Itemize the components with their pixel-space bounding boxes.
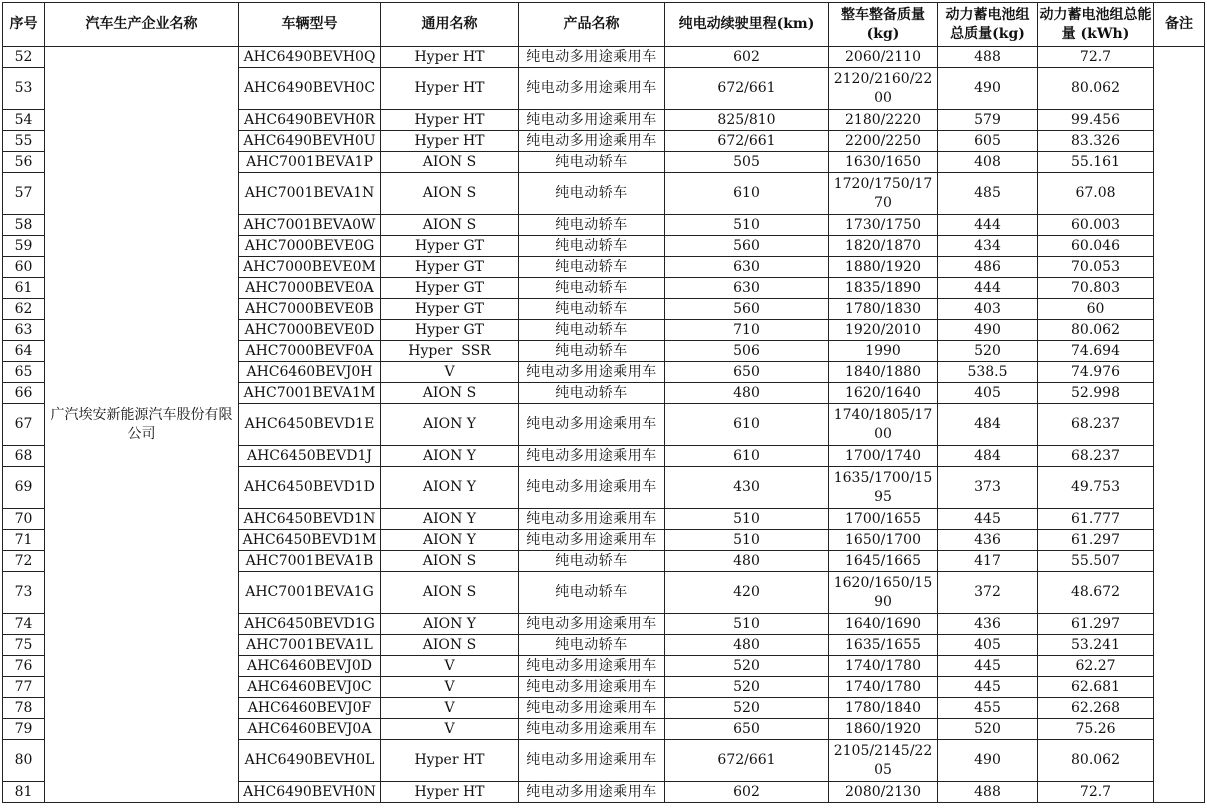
curb-mass-cell: 1630/1650 [829, 152, 938, 173]
product-name-cell: 纯电动多用途乘用车 [519, 656, 665, 677]
battery-mass-cell: 408 [938, 152, 1038, 173]
row-index-cell: 76 [3, 656, 45, 677]
product-name-cell: 纯电动多用途乘用车 [519, 362, 665, 383]
common-name-cell: Hyper GT [381, 320, 519, 341]
range-cell: 520 [665, 677, 829, 698]
battery-mass-cell: 488 [938, 47, 1038, 68]
common-name-cell: AION S [381, 572, 519, 614]
range-cell: 672/661 [665, 131, 829, 152]
vehicle-model-cell: AHC6450BEVD1N [239, 509, 381, 530]
battery-mass-cell: 445 [938, 677, 1038, 698]
curb-mass-cell: 1835/1890 [829, 278, 938, 299]
common-name-cell: AION S [381, 551, 519, 572]
battery-energy-cell: 99.456 [1038, 110, 1154, 131]
common-name-cell: Hyper SSR [381, 341, 519, 362]
manufacturer-cell: 广汽埃安新能源汽车股份有限公司 [45, 47, 239, 803]
product-name-cell: 纯电动轿车 [519, 341, 665, 362]
vehicle-model-cell: AHC6450BEVD1M [239, 530, 381, 551]
battery-mass-cell: 490 [938, 68, 1038, 110]
battery-energy-cell: 68.237 [1038, 446, 1154, 467]
battery-mass-cell: 373 [938, 467, 1038, 509]
row-index-cell: 64 [3, 341, 45, 362]
range-cell: 510 [665, 530, 829, 551]
curb-mass-cell: 1840/1880 [829, 362, 938, 383]
vehicle-model-cell: AHC6460BEVJ0D [239, 656, 381, 677]
header-remarks: 备注 [1154, 3, 1205, 47]
curb-mass-cell: 1700/1740 [829, 446, 938, 467]
battery-mass-cell: 436 [938, 530, 1038, 551]
curb-mass-cell: 1740/1780 [829, 656, 938, 677]
range-cell: 672/661 [665, 68, 829, 110]
curb-mass-cell: 1620/1640 [829, 383, 938, 404]
range-cell: 672/661 [665, 740, 829, 782]
row-index-cell: 52 [3, 47, 45, 68]
curb-mass-cell: 2180/2220 [829, 110, 938, 131]
range-cell: 420 [665, 572, 829, 614]
battery-mass-cell: 444 [938, 215, 1038, 236]
row-index-cell: 67 [3, 404, 45, 446]
range-cell: 650 [665, 362, 829, 383]
vehicle-model-cell: AHC6450BEVD1E [239, 404, 381, 446]
battery-mass-cell: 485 [938, 173, 1038, 215]
range-cell: 430 [665, 467, 829, 509]
product-name-cell: 纯电动多用途乘用车 [519, 530, 665, 551]
battery-energy-cell: 67.08 [1038, 173, 1154, 215]
battery-mass-cell: 579 [938, 110, 1038, 131]
vehicle-model-cell: AHC7001BEVA1M [239, 383, 381, 404]
common-name-cell: Hyper GT [381, 257, 519, 278]
battery-energy-cell: 61.297 [1038, 530, 1154, 551]
product-name-cell: 纯电动多用途乘用车 [519, 509, 665, 530]
vehicle-model-cell: AHC6460BEVJ0H [239, 362, 381, 383]
row-index-cell: 69 [3, 467, 45, 509]
range-cell: 560 [665, 299, 829, 320]
common-name-cell: Hyper HT [381, 782, 519, 803]
row-index-cell: 72 [3, 551, 45, 572]
product-name-cell: 纯电动多用途乘用车 [519, 68, 665, 110]
common-name-cell: Hyper HT [381, 68, 519, 110]
battery-mass-cell: 490 [938, 740, 1038, 782]
battery-energy-cell: 74.694 [1038, 341, 1154, 362]
product-name-cell: 纯电动多用途乘用车 [519, 782, 665, 803]
vehicle-model-cell: AHC7001BEVA1P [239, 152, 381, 173]
battery-mass-cell: 405 [938, 383, 1038, 404]
row-index-cell: 62 [3, 299, 45, 320]
product-name-cell: 纯电动轿车 [519, 383, 665, 404]
vehicle-model-cell: AHC7001BEVA1L [239, 635, 381, 656]
battery-energy-cell: 61.297 [1038, 614, 1154, 635]
range-cell: 480 [665, 635, 829, 656]
range-cell: 710 [665, 320, 829, 341]
range-cell: 602 [665, 47, 829, 68]
battery-energy-cell: 52.998 [1038, 383, 1154, 404]
header-model: 车辆型号 [239, 3, 381, 47]
common-name-cell: Hyper GT [381, 278, 519, 299]
curb-mass-cell: 1640/1690 [829, 614, 938, 635]
vehicle-model-cell: AHC7001BEVA1G [239, 572, 381, 614]
range-cell: 630 [665, 278, 829, 299]
common-name-cell: V [381, 719, 519, 740]
table-body [3, 47, 1205, 803]
product-name-cell: 纯电动多用途乘用车 [519, 131, 665, 152]
common-name-cell: V [381, 656, 519, 677]
range-cell: 825/810 [665, 110, 829, 131]
product-name-cell: 纯电动轿车 [519, 278, 665, 299]
vehicle-model-cell: AHC7000BEVE0A [239, 278, 381, 299]
common-name-cell: AION Y [381, 530, 519, 551]
row-index-cell: 54 [3, 110, 45, 131]
common-name-cell: Hyper HT [381, 740, 519, 782]
curb-mass-cell: 1780/1840 [829, 698, 938, 719]
row-index-cell: 78 [3, 698, 45, 719]
range-cell: 610 [665, 446, 829, 467]
common-name-cell: V [381, 362, 519, 383]
vehicle-model-cell: AHC6450BEVD1G [239, 614, 381, 635]
battery-mass-cell: 484 [938, 446, 1038, 467]
vehicle-model-cell: AHC6490BEVH0R [239, 110, 381, 131]
battery-energy-cell: 53.241 [1038, 635, 1154, 656]
vehicle-model-cell: AHC6450BEVD1J [239, 446, 381, 467]
common-name-cell: AION S [381, 635, 519, 656]
vehicle-model-cell: AHC6460BEVJ0C [239, 677, 381, 698]
common-name-cell: Hyper HT [381, 110, 519, 131]
product-name-cell: 纯电动多用途乘用车 [519, 110, 665, 131]
product-name-cell: 纯电动多用途乘用车 [519, 719, 665, 740]
battery-mass-cell: 538.5 [938, 362, 1038, 383]
product-name-cell: 纯电动多用途乘用车 [519, 614, 665, 635]
row-index-cell: 68 [3, 446, 45, 467]
battery-mass-cell: 445 [938, 656, 1038, 677]
common-name-cell: AION S [381, 173, 519, 215]
range-cell: 650 [665, 719, 829, 740]
row-index-cell: 81 [3, 782, 45, 803]
range-cell: 520 [665, 698, 829, 719]
curb-mass-cell: 2105/2145/2205 [829, 740, 938, 782]
product-name-cell: 纯电动轿车 [519, 572, 665, 614]
row-index-cell: 60 [3, 257, 45, 278]
common-name-cell: Hyper HT [381, 47, 519, 68]
row-index-cell: 65 [3, 362, 45, 383]
range-cell: 480 [665, 383, 829, 404]
header-product-name: 产品名称 [519, 3, 665, 47]
row-index-cell: 77 [3, 677, 45, 698]
common-name-cell: Hyper GT [381, 299, 519, 320]
product-name-cell: 纯电动多用途乘用车 [519, 677, 665, 698]
row-index-cell: 70 [3, 509, 45, 530]
curb-mass-cell: 1820/1870 [829, 236, 938, 257]
vehicle-model-cell: AHC7001BEVA0W [239, 215, 381, 236]
row-index-cell: 71 [3, 530, 45, 551]
product-name-cell: 纯电动轿车 [519, 215, 665, 236]
battery-mass-cell: 490 [938, 320, 1038, 341]
row-index-cell: 75 [3, 635, 45, 656]
battery-mass-cell: 436 [938, 614, 1038, 635]
row-index-cell: 80 [3, 740, 45, 782]
curb-mass-cell: 1990 [829, 341, 938, 362]
common-name-cell: V [381, 698, 519, 719]
range-cell: 505 [665, 152, 829, 173]
battery-mass-cell: 520 [938, 341, 1038, 362]
vehicle-catalog-table [2, 2, 1205, 803]
curb-mass-cell: 1635/1655 [829, 635, 938, 656]
table-row [3, 47, 1205, 68]
curb-mass-cell: 2080/2130 [829, 782, 938, 803]
vehicle-model-cell: AHC7000BEVE0B [239, 299, 381, 320]
curb-mass-cell: 1880/1920 [829, 257, 938, 278]
curb-mass-cell: 1620/1650/1590 [829, 572, 938, 614]
product-name-cell: 纯电动轿车 [519, 257, 665, 278]
product-name-cell: 纯电动多用途乘用车 [519, 47, 665, 68]
battery-mass-cell: 405 [938, 635, 1038, 656]
curb-mass-cell: 1740/1780 [829, 677, 938, 698]
row-index-cell: 74 [3, 614, 45, 635]
product-name-cell: 纯电动轿车 [519, 320, 665, 341]
row-index-cell: 58 [3, 215, 45, 236]
battery-energy-cell: 48.672 [1038, 572, 1154, 614]
battery-energy-cell: 80.062 [1038, 68, 1154, 110]
common-name-cell: AION S [381, 383, 519, 404]
battery-energy-cell: 60.003 [1038, 215, 1154, 236]
vehicle-model-cell: AHC6460BEVJ0F [239, 698, 381, 719]
row-index-cell: 56 [3, 152, 45, 173]
vehicle-model-cell: AHC7000BEVF0A [239, 341, 381, 362]
product-name-cell: 纯电动轿车 [519, 173, 665, 215]
curb-mass-cell: 2120/2160/2200 [829, 68, 938, 110]
battery-energy-cell: 75.26 [1038, 719, 1154, 740]
common-name-cell: AION S [381, 152, 519, 173]
battery-mass-cell: 488 [938, 782, 1038, 803]
vehicle-model-cell: AHC6490BEVH0N [239, 782, 381, 803]
curb-mass-cell: 1730/1750 [829, 215, 938, 236]
product-name-cell: 纯电动多用途乘用车 [519, 446, 665, 467]
battery-mass-cell: 455 [938, 698, 1038, 719]
battery-energy-cell: 61.777 [1038, 509, 1154, 530]
battery-mass-cell: 417 [938, 551, 1038, 572]
battery-mass-cell: 520 [938, 719, 1038, 740]
curb-mass-cell: 1720/1750/1770 [829, 173, 938, 215]
header-common-name: 通用名称 [381, 3, 519, 47]
battery-energy-cell: 72.7 [1038, 782, 1154, 803]
curb-mass-cell: 1920/2010 [829, 320, 938, 341]
remarks-cell [1154, 47, 1205, 803]
curb-mass-cell: 1645/1665 [829, 551, 938, 572]
battery-energy-cell: 80.062 [1038, 320, 1154, 341]
battery-mass-cell: 605 [938, 131, 1038, 152]
range-cell: 610 [665, 404, 829, 446]
range-cell: 602 [665, 782, 829, 803]
range-cell: 520 [665, 656, 829, 677]
battery-energy-cell: 83.326 [1038, 131, 1154, 152]
row-index-cell: 66 [3, 383, 45, 404]
vehicle-model-cell: AHC7001BEVA1N [239, 173, 381, 215]
curb-mass-cell: 1740/1805/1700 [829, 404, 938, 446]
common-name-cell: AION Y [381, 404, 519, 446]
vehicle-model-cell: AHC6490BEVH0U [239, 131, 381, 152]
row-index-cell: 63 [3, 320, 45, 341]
battery-mass-cell: 444 [938, 278, 1038, 299]
curb-mass-cell: 1635/1700/1595 [829, 467, 938, 509]
vehicle-model-cell: AHC6490BEVH0C [239, 68, 381, 110]
range-cell: 510 [665, 509, 829, 530]
product-name-cell: 纯电动轿车 [519, 551, 665, 572]
common-name-cell: AION Y [381, 509, 519, 530]
battery-energy-cell: 62.268 [1038, 698, 1154, 719]
battery-energy-cell: 74.976 [1038, 362, 1154, 383]
range-cell: 610 [665, 173, 829, 215]
table-header-row [3, 3, 1205, 47]
range-cell: 510 [665, 614, 829, 635]
curb-mass-cell: 1780/1830 [829, 299, 938, 320]
battery-energy-cell: 55.507 [1038, 551, 1154, 572]
row-index-cell: 55 [3, 131, 45, 152]
product-name-cell: 纯电动轿车 [519, 635, 665, 656]
product-name-cell: 纯电动轿车 [519, 152, 665, 173]
product-name-cell: 纯电动多用途乘用车 [519, 698, 665, 719]
battery-energy-cell: 60 [1038, 299, 1154, 320]
battery-mass-cell: 484 [938, 404, 1038, 446]
vehicle-model-cell: AHC7000BEVE0G [239, 236, 381, 257]
common-name-cell: Hyper GT [381, 236, 519, 257]
battery-mass-cell: 434 [938, 236, 1038, 257]
header-manufacturer: 汽车生产企业名称 [45, 3, 239, 47]
battery-energy-cell: 60.046 [1038, 236, 1154, 257]
common-name-cell: AION S [381, 215, 519, 236]
battery-energy-cell: 55.161 [1038, 152, 1154, 173]
row-index-cell: 61 [3, 278, 45, 299]
curb-mass-cell: 1860/1920 [829, 719, 938, 740]
battery-energy-cell: 70.803 [1038, 278, 1154, 299]
vehicle-model-cell: AHC7000BEVE0D [239, 320, 381, 341]
battery-energy-cell: 72.7 [1038, 47, 1154, 68]
product-name-cell: 纯电动轿车 [519, 299, 665, 320]
product-name-cell: 纯电动轿车 [519, 236, 665, 257]
product-name-cell: 纯电动多用途乘用车 [519, 740, 665, 782]
common-name-cell: V [381, 677, 519, 698]
battery-energy-cell: 70.053 [1038, 257, 1154, 278]
header-curb-mass: 整车整备质量(kg) [829, 3, 938, 47]
battery-mass-cell: 372 [938, 572, 1038, 614]
curb-mass-cell: 1650/1700 [829, 530, 938, 551]
vehicle-model-cell: AHC6460BEVJ0A [239, 719, 381, 740]
row-index-cell: 57 [3, 173, 45, 215]
product-name-cell: 纯电动多用途乘用车 [519, 467, 665, 509]
header-battery-mass: 动力蓄电池组总质量(kg) [938, 3, 1038, 47]
range-cell: 560 [665, 236, 829, 257]
row-index-cell: 53 [3, 68, 45, 110]
curb-mass-cell: 2200/2250 [829, 131, 938, 152]
battery-mass-cell: 403 [938, 299, 1038, 320]
curb-mass-cell: 1700/1655 [829, 509, 938, 530]
header-battery-energy: 动力蓄电池组总能量 (kWh) [1038, 3, 1154, 47]
common-name-cell: AION Y [381, 467, 519, 509]
vehicle-model-cell: AHC6490BEVH0Q [239, 47, 381, 68]
vehicle-model-cell: AHC6490BEVH0L [239, 740, 381, 782]
range-cell: 630 [665, 257, 829, 278]
range-cell: 506 [665, 341, 829, 362]
range-cell: 480 [665, 551, 829, 572]
product-name-cell: 纯电动多用途乘用车 [519, 404, 665, 446]
common-name-cell: Hyper HT [381, 131, 519, 152]
battery-energy-cell: 49.753 [1038, 467, 1154, 509]
vehicle-model-cell: AHC6450BEVD1D [239, 467, 381, 509]
battery-energy-cell: 62.681 [1038, 677, 1154, 698]
common-name-cell: AION Y [381, 446, 519, 467]
battery-energy-cell: 62.27 [1038, 656, 1154, 677]
header-index: 序号 [3, 3, 45, 47]
battery-energy-cell: 80.062 [1038, 740, 1154, 782]
range-cell: 510 [665, 215, 829, 236]
curb-mass-cell: 2060/2110 [829, 47, 938, 68]
vehicle-model-cell: AHC7001BEVA1B [239, 551, 381, 572]
header-range: 纯电动续驶里程(km) [665, 3, 829, 47]
row-index-cell: 59 [3, 236, 45, 257]
battery-mass-cell: 486 [938, 257, 1038, 278]
common-name-cell: AION Y [381, 614, 519, 635]
row-index-cell: 79 [3, 719, 45, 740]
battery-mass-cell: 445 [938, 509, 1038, 530]
vehicle-model-cell: AHC7000BEVE0M [239, 257, 381, 278]
row-index-cell: 73 [3, 572, 45, 614]
battery-energy-cell: 68.237 [1038, 404, 1154, 446]
